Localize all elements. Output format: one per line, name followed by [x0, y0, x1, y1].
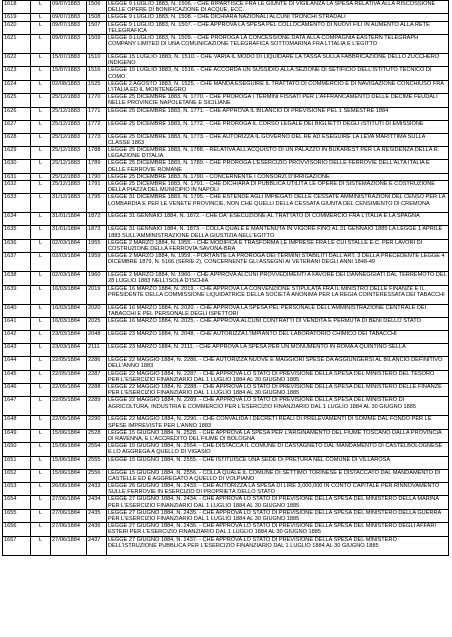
- entry-number-cell: 1626: [3, 107, 31, 120]
- entry-date-cell: 09/07/1883: [51, 21, 87, 34]
- entry-number-cell: 1624: [3, 80, 31, 93]
- entry-description-cell: LEGGE 25 DICEMBRE 1883, N. 1788. - RELATIVA ALL'ACQUISTO DI UN PALAZZO IN BUKAREST PER LA RESIDENZA DELLA R. LEGAZIONE D'ITALIA: [107, 147, 449, 160]
- entry-type-cell: L: [31, 80, 51, 93]
- entry-description-cell: LEGGE 26 GIUGNO 1884, N. 2433. - CHE AUTORIZZA LA SPESA DI LIRE 3,000,000 IN CONTO CAPITALE PER RINNOVAMENTO SULLE FERROVIE IN ESERCIZIO DI PROPRIETÀ DELLO STATO: [107, 482, 449, 495]
- entry-type-cell: L: [31, 469, 51, 482]
- entry-number-cell: 1653: [3, 482, 31, 495]
- entry-number-cell: 1639: [3, 285, 31, 304]
- entry-description-cell: LEGGE 25 DICEMBRE 1883, N. 1770. - CHE PROROGA I TERMINI FISSATI PER L'AFFRANCAMENTO DELLE DECIME FEUDALI NELLE PROVINCIE NAPOLETANE E SICILIANE: [107, 94, 449, 107]
- entry-date-cell: 22/05/1884: [51, 357, 87, 370]
- entry-number-cell: 1636: [3, 239, 31, 252]
- entry-type-cell: L: [31, 383, 51, 396]
- table-row: [3, 67, 449, 80]
- entry-type-cell: L: [31, 21, 51, 34]
- entry-law-number-cell: 2286: [87, 357, 107, 370]
- entry-law-number-cell: 2287: [87, 370, 107, 383]
- entry-number-cell: 1645: [3, 370, 31, 383]
- entry-description-cell: LEGGE 22 MAGGIO 1884, N. 2289. - CHE APPROVA LO STATO DI PREVISIONE DELLA SPESA DEL MINISTERO DI AGRICOLTURA, INDUSTRIA E COMMERCIO PER L'ESERCIZIO FINANZIARIO DAL 1 LUGLIO 1884 AL 30 GIUGNO 1885: [107, 397, 449, 416]
- entry-description-cell: LEGGE 15 LUGLIO 1883, N. 1510. - CHE VARIA IL MODO DI LIQUIDARE LA TASSA SULLA FABBRICAZIONE DELLO ZUCCHERO INDIGENO: [107, 54, 449, 67]
- entry-description-cell: LEGGE 16 MARZO 1884, N. 2020. - CHE APPROVA LA SPESA PEL PERSONALE DELL'AMMINISTRAZIONE CENTRALE DEI TABACCHI E PEL PERSONALE DEGLI ISPETTORI: [107, 304, 449, 317]
- entry-law-number-cell: 1516: [87, 67, 107, 80]
- entry-number-cell: 1633: [3, 194, 31, 213]
- entry-law-number-cell: 1507: [87, 21, 107, 34]
- entry-description-cell: LEGGE 31 GENNAIO 1884, N. 1873. - COLLA QUALE È MANTENUTA IN VIGORE FINO AL 31 GENNAIO 1885 LA LEGGE 1 APRILE 1883 SULL'AMMINISTRAZIONE DELLA GIUSTIZIA NELL'EGITTO: [107, 226, 449, 239]
- entry-type-cell: L: [31, 536, 51, 555]
- entry-description-cell: LEGGE 22 MAGGIO 1884, N. 2287. - CHE APPROVA LO STATO DI PREVISIONE DELLA SPESA DEL MINISTERO DEL TESORO PER L'ESERCIZIO FINANZIARIO DAL 1 LUGLIO 1884 AL 30 GIUGNO 1885: [107, 370, 449, 383]
- entry-type-cell: L: [31, 14, 51, 21]
- entry-type-cell: L: [31, 94, 51, 107]
- entry-description-cell: LEGGE 2 AGOSTO 1883, N. 1525. - CHE MANDA ESEGUIRE IL TRATTATO DI COMMERCIO E DI NAVIGAZIONE CONCHIUSO FRA L'ITALIA ED IL MONTENEGRO: [107, 80, 449, 93]
- entry-law-number-cell: 2289: [87, 397, 107, 416]
- entry-date-cell: 25/12/1883: [51, 147, 87, 160]
- entry-description-cell: LEGGE 27 GIUGNO 1884, N. 2434. - CHE APPROVA LO STATO DI PREVISIONE DELLA SPESA DEL MINISTERO DELLA MARINA PER L'ESERCIZIO FINANZIARIO DAL 1 LUGLIO 1884 AL 30 GIUGNO 1885: [107, 496, 449, 509]
- entry-description-cell: LEGGE 15 GIUGNO 1884, N. 2556. - COLLA QUALE IL COMUNE DI SETTIMO TORINESE È DISTACCATO DAL MANDAMENTO DI CASTELLE ED È AGGREGATO A QUELLO DI VOLPIANO: [107, 469, 449, 482]
- entry-description-cell: LEGGE 25 DICEMBRE 1883, N. 1791. - CHE DICHIARA DI PUBBLICA UTILITÀ LE OPERE DI SISTEMAZIONE E COSTRUZIONE DELLA PIAZZA DEL MUNICIPIO IN NAPOLI: [107, 181, 449, 194]
- entry-date-cell: 22/05/1884: [51, 397, 87, 416]
- table-row: [3, 54, 449, 67]
- entry-type-cell: L: [31, 194, 51, 213]
- entry-number-cell: 1627: [3, 120, 31, 133]
- entry-description-cell: LEGGE 27 GIUGNO 1884, N. 2436. - CHE APPROVA LO STATO DI PREVISIONE DELLA SPESA DEL MINISTERO DEGLI AFFARI ESTERI PER L'ESERCIZIO FINANZIARIO DAL 1 LUGLIO 1884 AL 30 GIUGNO 1885: [107, 523, 449, 536]
- entry-date-cell: 25/12/1883: [51, 94, 87, 107]
- entry-date-cell: 15/06/1884: [51, 443, 87, 456]
- entry-type-cell: L: [31, 443, 51, 456]
- entry-date-cell: 26/06/1884: [51, 482, 87, 495]
- entry-type-cell: L: [31, 509, 51, 522]
- table-row: [3, 482, 449, 495]
- entry-date-cell: 27/06/1884: [51, 509, 87, 522]
- entry-law-number-cell: 1525: [87, 80, 107, 93]
- entry-type-cell: L: [31, 54, 51, 67]
- entry-law-number-cell: 2020: [87, 304, 107, 317]
- entry-law-number-cell: 1788: [87, 147, 107, 160]
- table-row: [3, 523, 449, 536]
- table-row: [3, 1, 449, 14]
- entry-description-cell: LEGGE 15 LUGLIO 1883, N. 1516. - CHE ACCORDA UN SUSSIDIO ALLA SEZIONE DI SETIFICIO DELL'ISTITUTO TECNICO DI COMO: [107, 67, 449, 80]
- table-row: [3, 509, 449, 522]
- entry-description-cell: LEGGE 23 MARZO 1884, N. 2111. - CHE APPROVA LA SPESA PER UN MONUMENTO IN ROMA A QUINTINO SELLA: [107, 344, 449, 357]
- table-row: [3, 107, 449, 120]
- entry-description-cell: LEGGE 22 MAGGIO 1884, N. 2286. - CHE AUTORIZZA NUOVE E MAGGIORI SPESE DA AGGIUNGERSI AL BILANCIO DEFINITIVO DELL'ANNO 1883: [107, 357, 449, 370]
- entry-number-cell: 1640: [3, 304, 31, 317]
- entry-description-cell: LEGGE 27 GIUGNO 1884, N. 2437. - CHE APPROVA LO STATO DI PREVISIONE DELLA SPESA DEL MINISTERO DELL'ISTRUZIONE PUBBLICA PER L'ESERCIZIO FINANZIARIO DAL 1 LUGLIO 1884 AL 30 GIUGNO 1885: [107, 536, 449, 555]
- entry-number-cell: 1631: [3, 173, 31, 180]
- entry-description-cell: LEGGE 16 MARZO 1884, N. 2025. - CHE APPROVA ALCUNI CONTRATTI DI VENDITA E PERMUTA DI BENI DELLO STATO: [107, 318, 449, 331]
- table-row: [3, 239, 449, 252]
- entry-date-cell: 23/03/1884: [51, 344, 87, 357]
- entry-law-number-cell: 1960: [87, 272, 107, 285]
- table-row: [3, 331, 449, 344]
- entry-law-number-cell: 2048: [87, 331, 107, 344]
- entry-law-number-cell: 2433: [87, 482, 107, 495]
- entry-law-number-cell: 2436: [87, 523, 107, 536]
- table-row: [3, 80, 449, 93]
- entry-law-number-cell: 2288: [87, 383, 107, 396]
- table-row: [3, 14, 449, 21]
- table-row: [3, 35, 449, 54]
- entry-type-cell: L: [31, 133, 51, 146]
- entry-number-cell: 1651: [3, 456, 31, 469]
- entry-description-cell: LEGGE 22 MAGGIO 1884, N. 2288. - CHE APPROVA LO STATO DI PREVISIONE DELLA SPESA DEL MINISTERO DELLE FINANZE PER L'ESERCIZIO FINANZIARIO DAL 1 LUGLIO 1884 AL 30 GIUGNO 1885: [107, 383, 449, 396]
- entry-number-cell: 1648: [3, 416, 31, 429]
- entry-date-cell: 25/12/1883: [51, 120, 87, 133]
- entry-law-number-cell: 2528: [87, 429, 107, 442]
- table-row: [3, 120, 449, 133]
- entry-number-cell: 1634: [3, 213, 31, 226]
- table-row: [3, 456, 449, 469]
- entry-number-cell: 1642: [3, 331, 31, 344]
- table-row: [3, 147, 449, 160]
- table-row: [3, 21, 449, 34]
- entry-type-cell: L: [31, 1, 51, 14]
- entry-description-cell: LEGGE 27 GIUGNO 1884, N. 2435. - CHE APPROVA LO STATO DI PREVISIONE DELLA SPESA DEL MINISTERO DELLA GUERRA PER L'ESERCIZIO FINANZIARIO DAL 1 LUGLIO 1884 AL 30 GIUGNO 1885: [107, 509, 449, 522]
- entry-date-cell: 25/12/1883: [51, 107, 87, 120]
- entry-law-number-cell: 1508: [87, 14, 107, 21]
- entry-date-cell: 27/06/1884: [51, 496, 87, 509]
- entry-type-cell: L: [31, 285, 51, 304]
- entry-date-cell: 16/03/1884: [51, 285, 87, 304]
- entry-law-number-cell: 1959: [87, 253, 107, 272]
- entry-law-number-cell: 2111: [87, 344, 107, 357]
- entry-date-cell: 23/03/1884: [51, 331, 87, 344]
- entry-number-cell: 1641: [3, 318, 31, 331]
- entry-type-cell: L: [31, 181, 51, 194]
- entry-law-number-cell: 1790: [87, 173, 107, 180]
- entry-law-number-cell: 2290: [87, 416, 107, 429]
- entry-date-cell: 22/05/1884: [51, 416, 87, 429]
- entry-type-cell: L: [31, 482, 51, 495]
- entry-law-number-cell: 1773: [87, 133, 107, 146]
- table-row: [3, 357, 449, 370]
- entry-type-cell: L: [31, 397, 51, 416]
- entry-date-cell: 09/07/1883: [51, 14, 87, 21]
- entry-description-cell: LEGGE 9 LUGLIO 1883, N. 1508. - CHE DICHIARA NAZIONALI ALCUNI TRONCHI STRADALI: [107, 14, 449, 21]
- entry-date-cell: 22/05/1884: [51, 370, 87, 383]
- entry-number-cell: 1618: [3, 1, 31, 14]
- entry-law-number-cell: 2025: [87, 318, 107, 331]
- entry-number-cell: 1650: [3, 443, 31, 456]
- table-row: [3, 133, 449, 146]
- entry-law-number-cell: 2437: [87, 536, 107, 555]
- entry-description-cell: LEGGE 31 GENNAIO 1884, N. 1872. - CHE DA' ESECUZIONE AL TRATTATO DI COMMERCIO FRA L'ITALIA E LA SPAGNA: [107, 213, 449, 226]
- entry-description-cell: LEGGE 2 MARZO 1884, N. 1959. - PORTANTE LA PROROGA DEI TERMINI STABILITI DALL'ART. 3 DELLA PRECEDENTE LEGGE 4 DICEMBRE 1879, N. 5166 (SERIE 2), CONCERNENTE GLI ASSEGNI AI VETERANI DEGLI ANNI 1848-49: [107, 253, 449, 272]
- entry-description-cell: LEGGE 25 DICEMBRE 1883, N. 1790. - CONCERNENTE I CONSORZI D'IRRIGAZIONE: [107, 173, 449, 180]
- entry-law-number-cell: 2434: [87, 496, 107, 509]
- entry-number-cell: 1629: [3, 147, 31, 160]
- entry-law-number-cell: 1872: [87, 213, 107, 226]
- entry-type-cell: L: [31, 35, 51, 54]
- table-row: [3, 304, 449, 317]
- entry-law-number-cell: 2554: [87, 443, 107, 456]
- table-row: [3, 226, 449, 239]
- entry-number-cell: 1621: [3, 35, 31, 54]
- entry-law-number-cell: 1955: [87, 239, 107, 252]
- table-row: [3, 344, 449, 357]
- entry-date-cell: 25/12/1883: [51, 173, 87, 180]
- entry-date-cell: 15/07/1883: [51, 67, 87, 80]
- entry-law-number-cell: 2019: [87, 285, 107, 304]
- entry-type-cell: L: [31, 147, 51, 160]
- table-row: [3, 536, 449, 555]
- entry-law-number-cell: 1795: [87, 194, 107, 213]
- entry-type-cell: L: [31, 226, 51, 239]
- entry-date-cell: 02/03/1884: [51, 253, 87, 272]
- entry-description-cell: LEGGE 25 DICEMBRE 1883, N. 1771. - CHE APPROVA IL BILANCIO DI PREVISIONE PEL 1 SEMESTRE 1884: [107, 107, 449, 120]
- entry-type-cell: L: [31, 120, 51, 133]
- entry-description-cell: LEGGE 15 GIUGNO 1884, N. 2554. - CHE DISTACCA IL COMUNE DI CASTAGNETO DAL MANDAMENTO DI CASTELBOLOGNESE E LO AGGREGA A QUELLO DI VIGASIO: [107, 443, 449, 456]
- entry-number-cell: 1656: [3, 523, 31, 536]
- entry-date-cell: 15/07/1883: [51, 54, 87, 67]
- entry-number-cell: 1644: [3, 357, 31, 370]
- entry-law-number-cell: 1791: [87, 181, 107, 194]
- entry-description-cell: LEGGE 15 GIUGNO 1884, N. 2528. - CHE APPROVA LA SPESA PER L'ARGINAMENTO DEL FIUME TOSCANO DALLA PROVINCIA DI RAVENNA, E L'ACCREDITO DEL FIUME DI BOLOGNA: [107, 429, 449, 442]
- table-row: [3, 416, 449, 429]
- entry-date-cell: 16/03/1884: [51, 318, 87, 331]
- entry-description-cell: LEGGE 23 MARZO 1884, N. 2048. - CHE AUTORIZZA L'IMPIANTO DEL LABORATORIO CHIMICO DEI TABACCHI: [107, 331, 449, 344]
- entry-law-number-cell: 1509: [87, 35, 107, 54]
- entry-number-cell: 1654: [3, 496, 31, 509]
- entry-law-number-cell: 1510: [87, 54, 107, 67]
- entry-description-cell: LEGGE 31 DICEMBRE 1883, N. 1795. - CHE ESTENDE AGLI IMPIEGATI DELLE CESSATE AMMINISTRAZIONI DEL CENSO PER LA LOMBARDIA E PER LE VENETE PROVINCIE, NON CHE QUELLI DELLA CESSATA GIUNTA DEL CENSIMENTO DI CREMONA: [107, 194, 449, 213]
- entry-date-cell: 31/01/1884: [51, 226, 87, 239]
- entry-date-cell: 02/03/1884: [51, 239, 87, 252]
- entry-date-cell: 16/03/1884: [51, 304, 87, 317]
- entry-number-cell: 1628: [3, 133, 31, 146]
- entry-number-cell: 1638: [3, 272, 31, 285]
- entry-type-cell: L: [31, 370, 51, 383]
- entry-description-cell: LEGGE 9 LUGLIO 1883, N. 1509. - CHE PROROGA LA CONCESSIONE DATA ALLA COMPAGNIA EASTERN TELEGRAPH COMPANY LIMITED DI UNA COMUNICAZIONE TELEGRAFICA SOTTOMARINA FRA L'ITALIA E L'EGITTO: [107, 35, 449, 54]
- table-row: [3, 443, 449, 456]
- entry-description-cell: LEGGE 9 LUGLIO 1883, N. 1506. - CHE RIPARTISCE FRA LE GIUNTE DI VIGILANZA LA SPESA RELATIVA ALLA RISCOSSIONE DELLE OPERE DI BONIFICAZIONE DI ACQUE, ECC.: [107, 1, 449, 14]
- entry-date-cell: 15/06/1884: [51, 456, 87, 469]
- table-row: [3, 94, 449, 107]
- entry-description-cell: LEGGE 2 MARZO 1884, N. 1960. - CHE APPROVA ALCUNI PROVVEDIMENTI A FAVORE DEI DANNEGGIATI DAL TERREMOTO DEL 28 LUGLIO 1883 NELL'ISOLA D'ISCHIA: [108, 272, 447, 285]
- entry-number-cell: 1630: [3, 160, 31, 173]
- entry-type-cell: L: [31, 357, 51, 370]
- entry-type-cell: L: [31, 173, 51, 180]
- entry-law-number-cell: 2435: [87, 509, 107, 522]
- table-row: [3, 318, 449, 331]
- entry-date-cell: 27/06/1884: [51, 523, 87, 536]
- entry-type-cell: L: [31, 213, 51, 226]
- entry-type-cell: L: [31, 523, 51, 536]
- entry-date-cell: 25/12/1883: [51, 133, 87, 146]
- entry-date-cell: 09/07/1883: [51, 35, 87, 54]
- table-row: [3, 397, 449, 416]
- entry-date-cell: 22/05/1884: [51, 383, 87, 396]
- entry-number-cell: 1646: [3, 383, 31, 396]
- entry-law-number-cell: 2555: [87, 456, 107, 469]
- entry-type-cell: L: [31, 496, 51, 509]
- table-row: [3, 272, 449, 285]
- entry-law-number-cell: 1873: [87, 226, 107, 239]
- table-row: [3, 213, 449, 226]
- entry-type-cell: L: [31, 416, 51, 429]
- table-row: [3, 253, 449, 272]
- entry-number-cell: 1635: [3, 226, 31, 239]
- entry-number-cell: 1632: [3, 181, 31, 194]
- entry-law-number-cell: 1771: [87, 107, 107, 120]
- entry-date-cell: 31/12/1883: [51, 194, 87, 213]
- entry-type-cell: L: [31, 107, 51, 120]
- entry-type-cell: L: [31, 331, 51, 344]
- entry-date-cell: 25/12/1883: [51, 160, 87, 173]
- entry-date-cell: 09/07/1883: [51, 1, 87, 14]
- entry-date-cell: 31/01/1884: [51, 213, 87, 226]
- entry-date-cell: 25/12/1883: [51, 181, 87, 194]
- entry-type-cell: L: [31, 239, 51, 252]
- entry-date-cell: 27/06/1884: [51, 536, 87, 555]
- table-row: [3, 469, 449, 482]
- entry-number-cell: 1625: [3, 94, 31, 107]
- table-row: [3, 496, 449, 509]
- entry-type-cell: L: [31, 344, 51, 357]
- entry-description-cell: LEGGE 15 GIUGNO 1884, N. 2555. - CHE ISTITUISCE UNA SEDE DI PRETURA NEL COMUNE DI VILLAROSA: [107, 456, 449, 469]
- table-row: [3, 370, 449, 383]
- table-row: [3, 383, 449, 396]
- entry-number-cell: 1637: [3, 253, 31, 272]
- entry-type-cell: L: [31, 456, 51, 469]
- entry-number-cell: 1647: [3, 397, 31, 416]
- entry-number-cell: 1655: [3, 509, 31, 522]
- entry-description-cell: LEGGE 2 MARZO 1884, N. 1955. - CHE MODIFICA E TRASFORMA LE IMPRESE FRA LE CUI STALLE E.C. PER LAVORI DI COSTRUZIONE DELLA FERROVIA SAVONA-BRA: [107, 239, 449, 252]
- entry-description-cell: LEGGE 25 DICEMBRE 1883, N. 1773. - CHE AUTORIZZA IL GOVERNO DEL RE AD ESEGUIRE LA LEVA MARITTIMA SULLA CLASSE 1863: [107, 133, 449, 146]
- entry-description-cell: LEGGE 16 MARZO 1884, N. 2019. - CHE APPROVA LA CONVENZIONE STIPULATA FRA IL MINISTRO DELLE FINANZE E IL PRESIDENTE DELLA COMMISSIONE LIQUIDATRICE DELLA SOCIETÀ ANONIMA PER LA REGIA COINTERESSATA DEI TABACCHI: [107, 285, 449, 304]
- laws-register-body: [3, 1, 449, 556]
- table-row: [3, 173, 449, 180]
- entry-type-cell: L: [31, 304, 51, 317]
- entry-type-cell: L: [31, 160, 51, 173]
- entry-law-number-cell: 1506: [87, 1, 107, 14]
- entry-number-cell: 1620: [3, 21, 31, 34]
- entry-law-number-cell: 1789: [87, 160, 107, 173]
- entry-type-cell: L: [31, 272, 51, 285]
- entry-number-cell: 1623: [3, 67, 31, 80]
- entry-law-number-cell: 1770: [87, 94, 107, 107]
- entry-type-cell: L: [31, 67, 51, 80]
- entry-date-cell: 15/06/1884: [51, 469, 87, 482]
- entry-number-cell: 1657: [3, 536, 31, 555]
- entry-type-cell: L: [31, 318, 51, 331]
- table-row: [3, 429, 449, 442]
- entry-number-cell: 1619: [3, 14, 31, 21]
- table-row: [3, 285, 449, 304]
- table-row: [3, 194, 449, 213]
- entry-number-cell: 1649: [3, 429, 31, 442]
- entry-description-cell: LEGGE 25 DICEMBRE 1883, N. 1789. - CHE PROROGA L'ESERCIZIO PROVVISORIO DELLE FERROVIE DELL'ALTA ITALIA E DELLE FERROVIE ROMANE: [107, 160, 449, 173]
- entry-description-cell: LEGGE 22 MAGGIO 1884, N. 2290. - CHE CONVALIDA I DECRETI REALI DI PRELEVAMENTI DI SOMME DAL FONDO PER LE SPESE IMPREVISTE PER L'ANNO 1883: [107, 416, 449, 429]
- entry-number-cell: 1652: [3, 469, 31, 482]
- entry-description-cell: LEGGE 25 DICEMBRE 1883, N. 1772. - CHE PROROGA IL CORSO LEGALE DEI BIGLIETTI DEGLI ISTITUTI DI EMISSIONE: [107, 120, 449, 133]
- entry-date-cell: 15/06/1884: [51, 429, 87, 442]
- entry-description-cell: LEGGE 9 LUGLIO 1883, N. 1507. - CHE APPROVA LA SPESA PEL COLLOCAMENTO DI NUOVI FILI IN AUMENTO ALLA RETE TELEGRAFICA: [107, 21, 449, 34]
- table-row: [3, 160, 449, 173]
- laws-register-table: [2, 0, 449, 556]
- entry-date-cell: 02/03/1884: [51, 272, 87, 285]
- entry-number-cell: 1622: [3, 54, 31, 67]
- entry-type-cell: L: [31, 429, 51, 442]
- entry-type-cell: L: [31, 253, 51, 272]
- entry-number-cell: 1643: [3, 344, 31, 357]
- table-row: [3, 181, 449, 194]
- entry-law-number-cell: 2556: [87, 469, 107, 482]
- entry-date-cell: 02/08/1883: [51, 80, 87, 93]
- entry-law-number-cell: 1772: [87, 120, 107, 133]
